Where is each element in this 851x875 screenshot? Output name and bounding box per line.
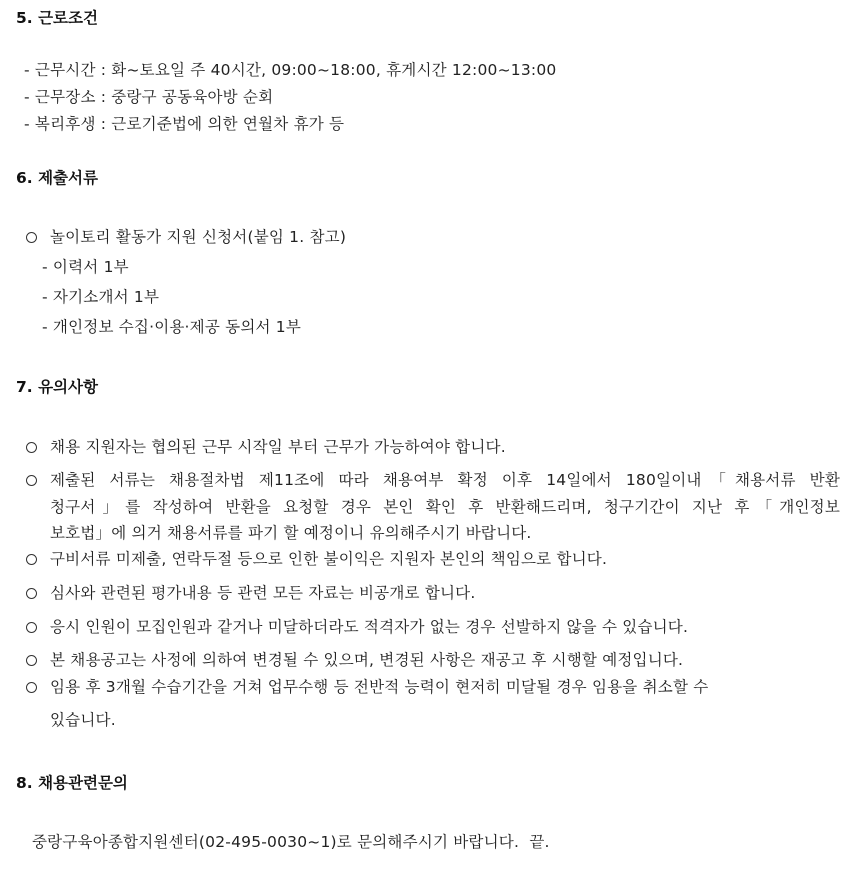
resume-item: - 이력서 1부 <box>42 258 129 276</box>
circle-bullet-icon <box>26 655 37 666</box>
notice-item: 본 채용공고는 사정에 의하여 변경될 수 있으며, 변경된 사항은 재공고 후 시행할 예정입니다. <box>50 651 684 669</box>
section-8-heading: 8. 채용관련문의 <box>16 774 128 792</box>
circle-bullet-icon <box>26 682 37 693</box>
circle-bullet-icon <box>26 554 37 565</box>
notice-item: 임용 후 3개월 수습기간을 거쳐 업무수행 등 전반적 능력이 현저히 미달될 경우 임용을 취소할 수 <box>50 678 709 696</box>
notice-item-continued: 청구서」를 작성하여 반환을 요청할 경우 본인 확인 후 반환해드리며, 청구기간이 지난 후「개인정보 <box>50 498 840 516</box>
circle-bullet-icon <box>26 232 37 243</box>
circle-bullet-icon <box>26 588 37 599</box>
contact-info: 중랑구육아종합지원센터(02-495-0030~1)로 문의해주시기 바랍니다. 끝. <box>32 833 550 851</box>
notice-item: 제출된 서류는 채용절차법 제11조에 따라 채용여부 확정 이후 14일에서 180일이내「채용서류 반환 <box>50 471 840 489</box>
section-7-heading: 7. 유의사항 <box>16 378 98 396</box>
circle-bullet-icon <box>26 442 37 453</box>
self-intro-item: - 자기소개서 1부 <box>42 288 160 306</box>
notice-item: 심사와 관련된 평가내용 등 관련 모든 자료는 비공개로 합니다. <box>50 584 476 602</box>
working-hours-line: - 근무시간 : 화~토요일 주 40시간, 09:00~18:00, 휴게시간 12:00~13:00 <box>24 61 557 79</box>
notice-item: 구비서류 미제출, 연락두절 등으로 인한 불이익은 지원자 본인의 책임으로 합니다. <box>50 550 608 568</box>
section-5-heading: 5. 근로조건 <box>16 9 98 27</box>
notice-item-continued: 보호법」에 의거 채용서류를 파기 할 예정이니 유의해주시기 바랍니다. <box>50 524 532 542</box>
application-form-item: 놀이토리 활동가 지원 신청서(붙임 1. 참고) <box>50 228 347 246</box>
work-location-line: - 근무장소 : 중랑구 공동육아방 순회 <box>24 88 274 106</box>
notice-item: 응시 인원이 모집인원과 같거나 미달하더라도 적격자가 없는 경우 선발하지 않을 수 있습니다. <box>50 618 689 636</box>
notice-item: 채용 지원자는 협의된 근무 시작일 부터 근무가 가능하여야 합니다. <box>50 438 506 456</box>
circle-bullet-icon <box>26 475 37 486</box>
section-6-heading: 6. 제출서류 <box>16 169 98 187</box>
circle-bullet-icon <box>26 622 37 633</box>
welfare-line: - 복리후생 : 근로기준법에 의한 연월차 휴가 등 <box>24 115 345 133</box>
privacy-consent-item: - 개인정보 수집·이용·제공 동의서 1부 <box>42 318 302 336</box>
notice-item-continued: 있습니다. <box>50 711 116 729</box>
